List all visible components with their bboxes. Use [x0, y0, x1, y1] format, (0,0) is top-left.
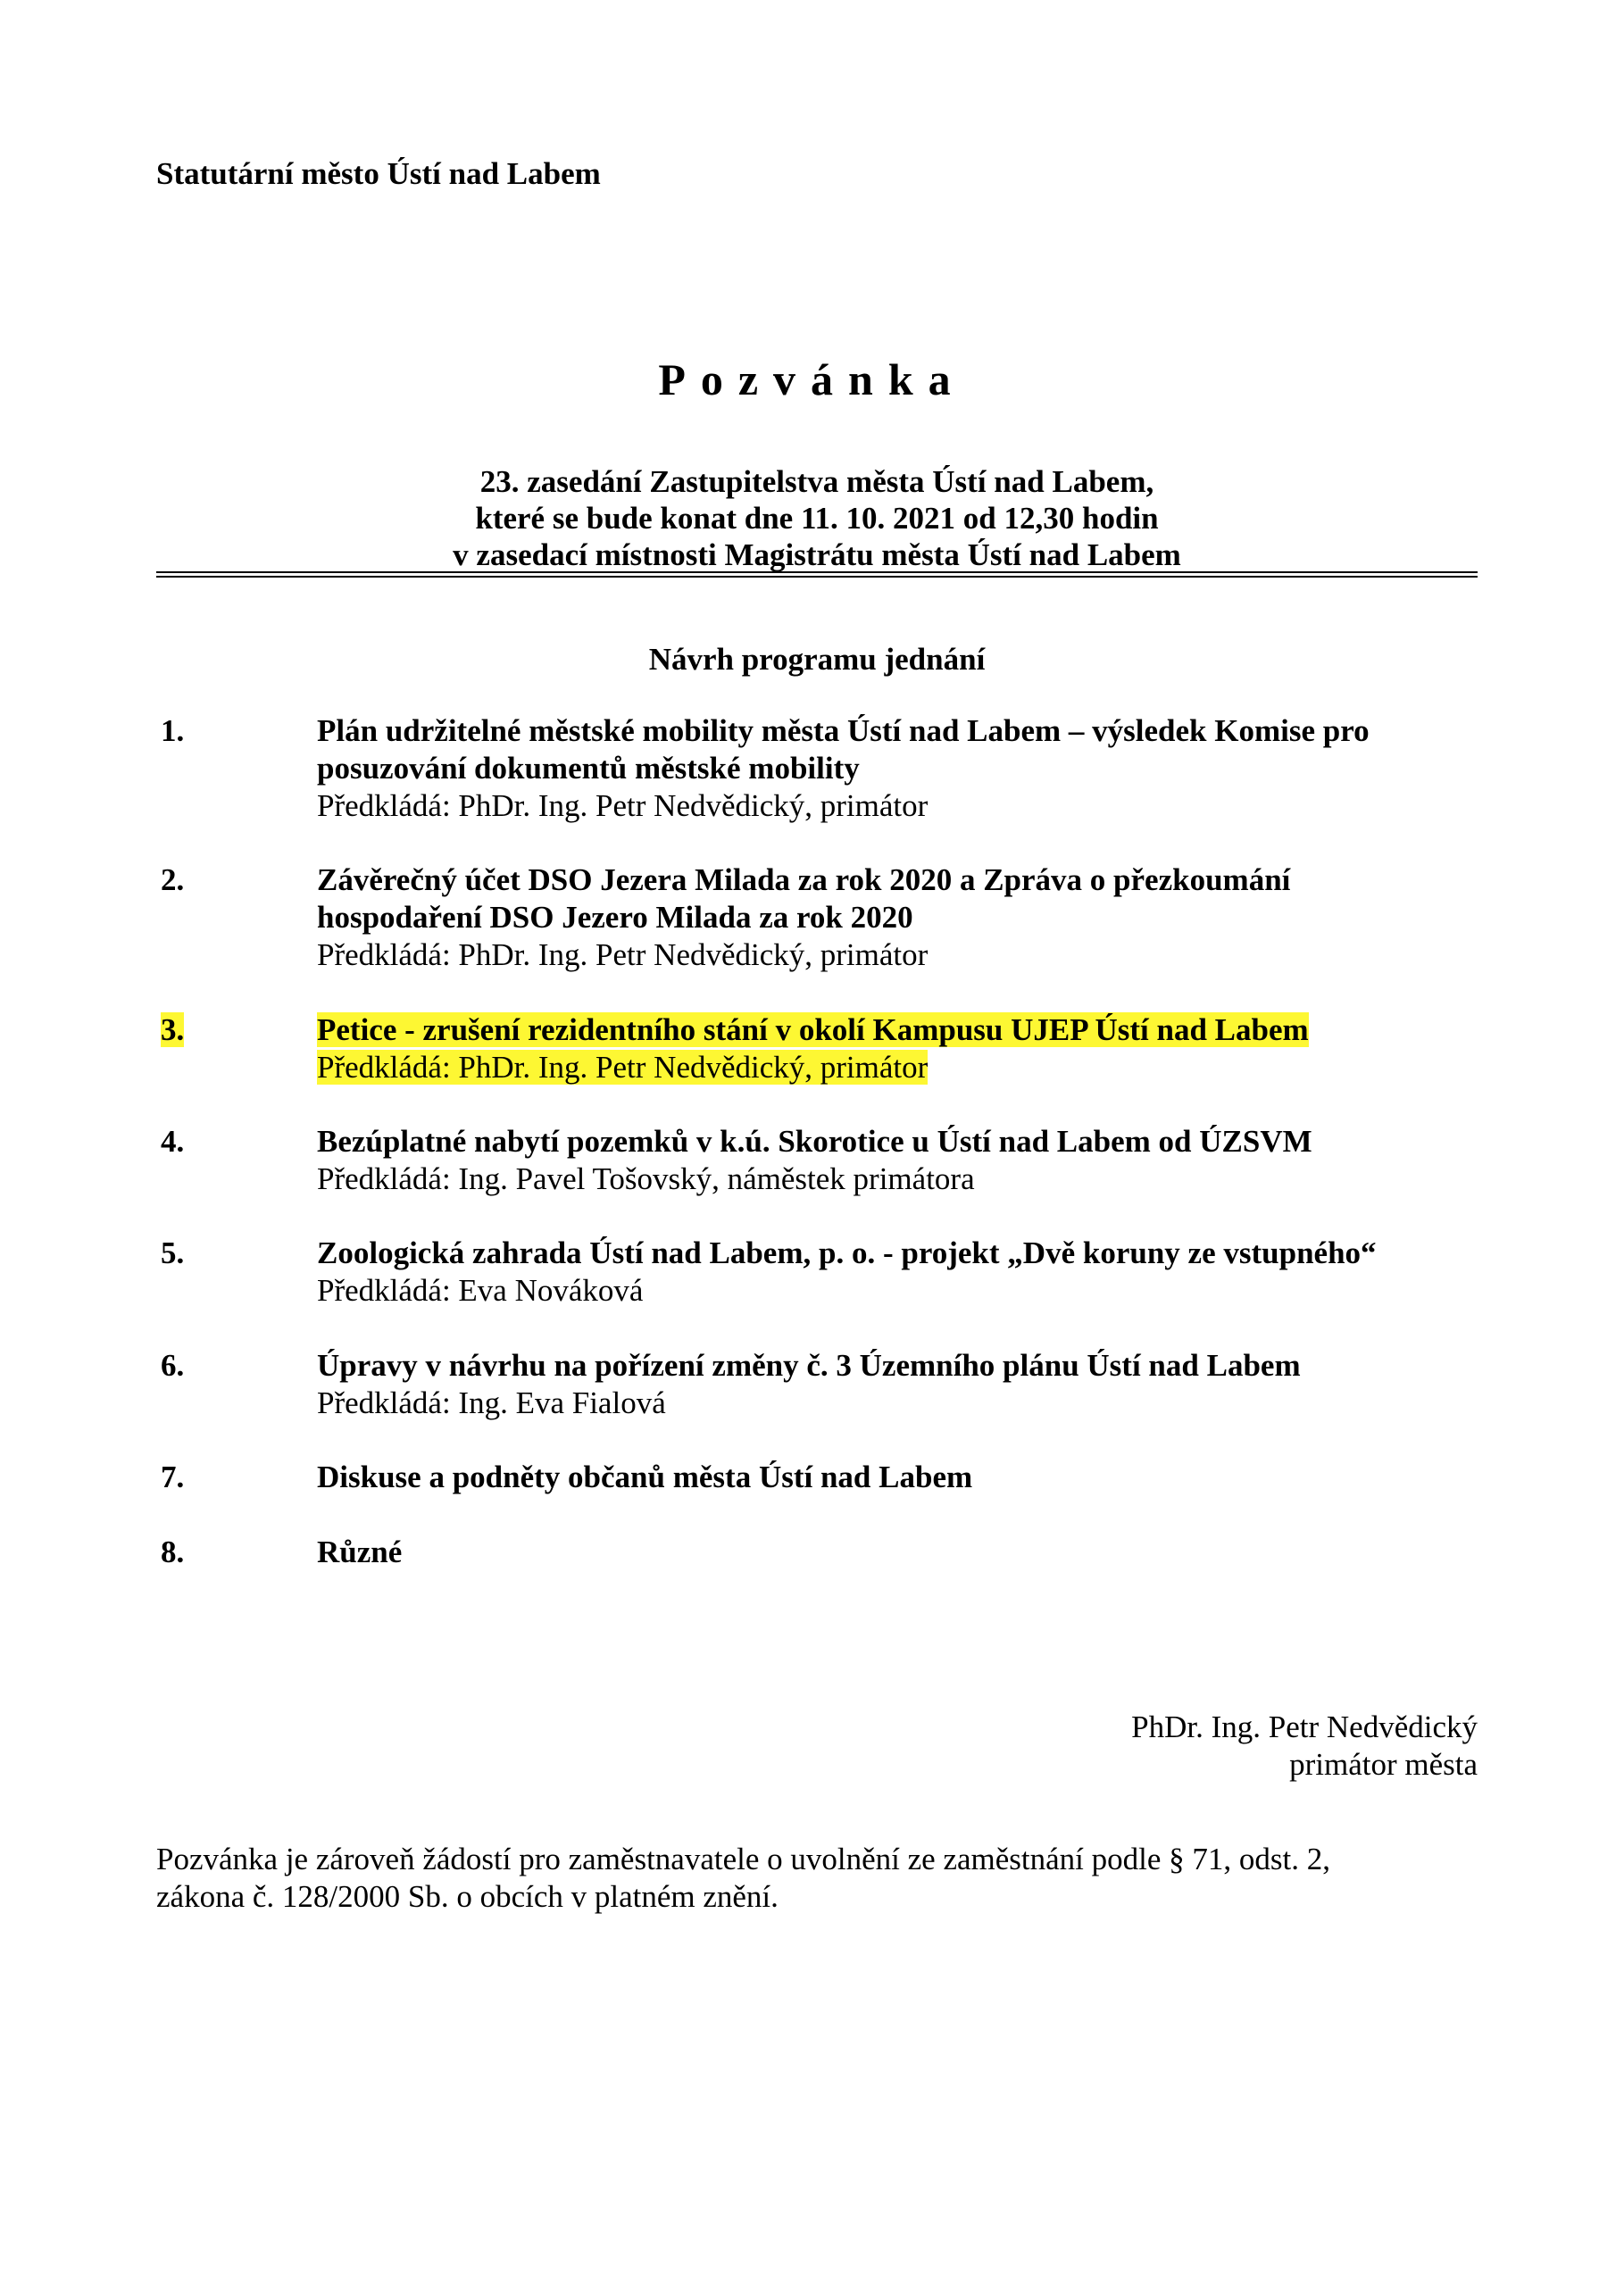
agenda-item-title-line: Závěrečný účet DSO Jezera Milada za rok 2020 a Zpráva o přezkoumání — [317, 862, 1291, 897]
agenda-item-number — [161, 1011, 184, 1049]
document-title: Pozvánka — [658, 354, 966, 404]
agenda-item-body — [317, 1459, 1478, 1496]
agenda-item-presenter: Předkládá: Ing. Pavel Tošovský, náměstek primátora — [317, 1161, 975, 1196]
agenda-item-title: Úpravy v návrhu na pořízení změny č. 3 Územního plánu Ústí nad Labem — [317, 1348, 1301, 1383]
agenda-item-body — [317, 1534, 1478, 1571]
agenda-item-presenter: Předkládá: Ing. Eva Fialová — [317, 1385, 666, 1420]
signatory-role: primátor města — [1289, 1747, 1478, 1782]
agenda-item-number: 8. — [161, 1535, 185, 1569]
agenda-item-title: Různé — [317, 1535, 403, 1569]
highlight-mark: Petice - zrušení rezidentního stání v okolí Kampusu UJEP Ústí nad Labem — [317, 1012, 1309, 1047]
agenda-item-presenter: Předkládá: Eva Nováková — [317, 1273, 644, 1308]
agenda-item-title — [317, 861, 1478, 936]
agenda-item-body — [317, 1123, 1478, 1198]
agenda-item-title-line: hospodaření DSO Jezero Milada za rok 2020 — [317, 900, 913, 935]
agenda-item-number: 7. — [161, 1460, 185, 1494]
agenda-item-presenter: Předkládá: PhDr. Ing. Petr Nedvědický, primátor — [317, 788, 929, 823]
agenda-item-title: Zoologická zahrada Ústí nad Labem, p. o. - projekt „Dvě koruny ze vstupného“ — [317, 1235, 1377, 1270]
agenda-item-presenter — [317, 1049, 1478, 1086]
footer-note — [156, 1841, 1478, 1916]
agenda-item-title-line: posuzování dokumentů městské mobility — [317, 751, 860, 786]
footer-note-line: zákona č. 128/2000 Sb. o obcích v platném znění. — [156, 1879, 779, 1914]
agenda-item-title: Diskuse a podněty občanů města Ústí nad Labem — [317, 1460, 973, 1494]
signature-block — [1131, 1709, 1478, 1784]
agenda-item-body — [317, 1235, 1478, 1310]
agenda-item-title — [317, 712, 1478, 787]
meeting-info-line: v zasedací místnosti Magistrátu města Ústí nad Labem — [453, 537, 1181, 572]
agenda-item-number: 6. — [161, 1348, 185, 1383]
agenda-item-title: Bezúplatné nabytí pozemků v k.ú. Skorotice u Ústí nad Labem od ÚZSVM — [317, 1124, 1312, 1159]
highlight-mark: 3. — [161, 1012, 185, 1047]
meeting-info — [156, 463, 1478, 573]
footer-note-line: Pozvánka je zároveň žádostí pro zaměstnavatele o uvolnění ze zaměstnání podle § 71, odst. 2, — [156, 1842, 1330, 1876]
agenda-item-number: 4. — [161, 1124, 185, 1159]
organization-name: Statutární město Ústí nad Labem — [156, 156, 601, 191]
agenda-item-title-line: Plán udržitelné městské mobility města Ústí nad Labem – výsledek Komise pro — [317, 713, 1370, 748]
agenda-heading: Návrh programu jednání — [648, 642, 986, 677]
agenda-item-body — [317, 712, 1478, 825]
agenda-item-body — [317, 1011, 1478, 1086]
signatory-name: PhDr. Ing. Petr Nedvědický — [1131, 1710, 1478, 1744]
agenda-item-title — [317, 1011, 1478, 1049]
agenda-item-number: 1. — [161, 713, 185, 748]
meeting-info-line: 23. zasedání Zastupitelstva města Ústí nad Labem, — [479, 464, 1154, 499]
agenda-item-presenter: Předkládá: PhDr. Ing. Petr Nedvědický, primátor — [317, 937, 929, 972]
meeting-info-line: které se bude konat dne 11. 10. 2021 od 12,30 hodin — [475, 501, 1159, 536]
agenda-item-body — [317, 1347, 1478, 1422]
agenda-item-body — [317, 861, 1478, 974]
agenda-item-number: 5. — [161, 1235, 185, 1270]
double-rule-divider — [156, 571, 1478, 578]
highlight-mark: Předkládá: PhDr. Ing. Petr Nedvědický, primátor — [317, 1050, 929, 1085]
agenda-item-number: 2. — [161, 862, 185, 897]
